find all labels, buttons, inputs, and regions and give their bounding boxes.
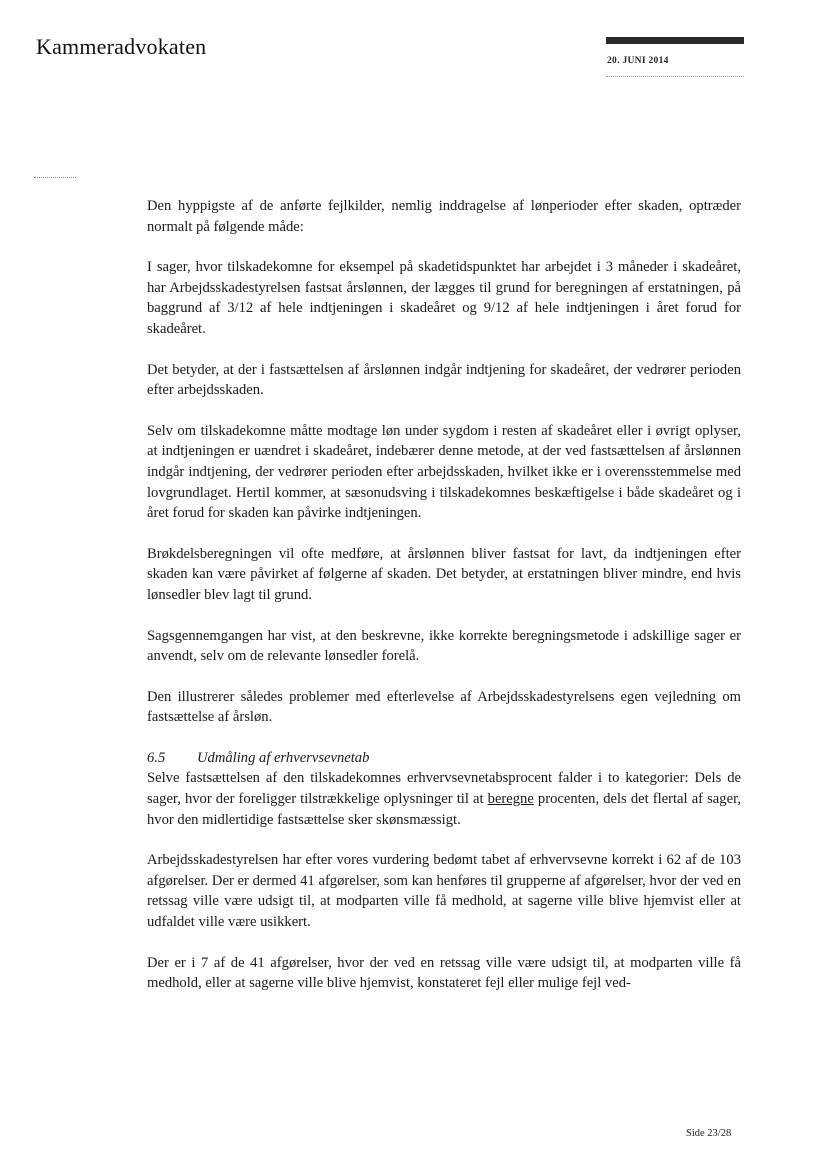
- paragraph: Arbejdsskadestyrelsen har efter vores vurdering bedømt tabet af erhvervsevne korrekt i 62 af de 103 afgørelser. Der er dermed 41 afgørelser, som kan henføres til grupperne af afgørelser, hvor der ved en retssag ville være udsigt til, at modparten ville få medhold, at sagerne ville blive hjemvist eller at udfaldet ville være usikkert.: [147, 852, 741, 931]
- paragraph: Brøkdelsberegningen vil ofte medføre, at årslønnen bliver fastsat for lavt, da indtjeningen efter skaden kan være påvirket af følgerne af skaden. Det betyder, at erstatningen bliver mindre, end hvis lønsedler blev lagt til grund.: [147, 545, 741, 603]
- paragraph: I sager, hvor tilskadekomne for eksempel på skadetidspunktet har arbejdet i 3 måneder i skadeåret, har Arbejdsskadestyrelsen fastsat årslønnen, der lægges til grund for beregningen af erstatningen, på baggrund af 3/12 af hele indtjeningen i skadeåret og 9/12 af hele indtjeningen i året forud for skadeåret.: [147, 259, 741, 337]
- paragraph-text: Selve fastsættelsen af den tilskadekomnes erhvervsevnetabsprocent falder i to kategorier: Dels de sager, hvor der foreligger tilstrækkelige oplysninger til at: [147, 770, 741, 808]
- margin-mark: [34, 177, 76, 178]
- header-divider: [606, 76, 744, 77]
- brand-name: Kammeradvokaten: [36, 34, 207, 59]
- paragraph: Den illustrerer således problemer med efterlevelse af Arbejdsskadestyrelsens egen vejledning om fastsættelse af årsløn.: [147, 688, 741, 726]
- header-bar: [606, 37, 744, 44]
- section-number: 6.5: [147, 749, 166, 766]
- page-number: Side 23/28: [686, 1128, 732, 1139]
- body-text: [147, 196, 741, 1014]
- document-date: 20. JUNI 2014: [607, 56, 669, 66]
- paragraph: Sagsgennemgangen har vist, at den beskrevne, ikke korrekte beregningsmetode i adskillige sager er anvendt, selv om de relevante lønsedler forelå.: [147, 627, 741, 665]
- section-heading: [147, 748, 741, 769]
- underlined-word: beregne: [487, 791, 534, 808]
- paragraph: Den hyppigste af de anførte fejlkilder, nemlig inddragelse af lønperioder efter skaden, optræder normalt på følgende måde:: [147, 198, 741, 235]
- paragraph: Selv om tilskadekomne måtte modtage løn under sygdom i resten af skadeåret eller i øvrigt oplyser, at indtjeningen er uændret i skadeåret, indebærer denne metode, at der ved fastsættelsen af årslønnen indgår indtjening, der vedrører perioden efter arbejdsskaden, hvilket ikke er i overensstemmelse med lovgrundlaget. Hertil kommer, at sæsonudsving i tilskadekomnes beskæftigelse i både skadeåret og i året forud for skaden kan påvirke indtjeningen.: [147, 422, 741, 522]
- paragraph: Der er i 7 af de 41 afgørelser, hvor der ved en retssag ville være udsigt til, at modparten ville få medhold, eller at sagerne ville blive hjemvist, konstateret fejl eller mulige fejl ved-: [147, 954, 741, 992]
- section-title: Udmåling af erhvervsevnetab: [197, 749, 370, 766]
- paragraph: Det betyder, at der i fastsættelsen af årslønnen indgår indtjening for skadeåret, der vedrører perioden efter arbejdsskaden.: [147, 361, 741, 399]
- paragraph: [147, 768, 741, 830]
- paragraph-text: procenten, dels det flertal af sager, hvor den midlertidige fastsættelse sker skønsmæssigt.: [147, 791, 741, 828]
